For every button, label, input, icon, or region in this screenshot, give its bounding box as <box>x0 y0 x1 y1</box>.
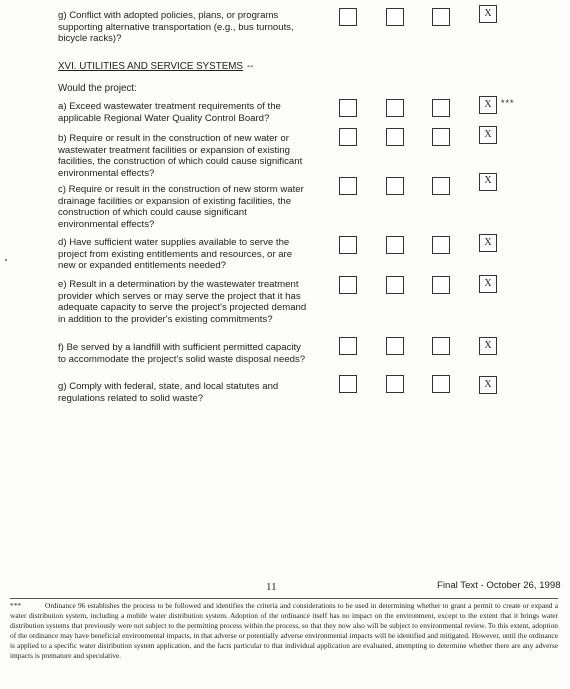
checkbox-q5-col2[interactable] <box>386 276 404 294</box>
footnote <box>10 601 558 661</box>
question-e-wastewater-capacity: e) Result in a determination by the wastewater treatment provider which serves or may serve the project that it has adequate capacity to serve the project's projected demand in addition to the provider's existing commitments? <box>58 279 307 325</box>
checkbox-q0-col1[interactable] <box>339 8 357 26</box>
checkbox-q4-col3[interactable] <box>432 236 450 254</box>
checkbox-q0-col2[interactable] <box>386 8 404 26</box>
scan-speck <box>5 259 7 261</box>
checkbox-q6-col3[interactable] <box>432 337 450 355</box>
checkbox-q1-col1[interactable] <box>339 99 357 117</box>
checkbox-q3-col1[interactable] <box>339 177 357 195</box>
checkbox-q2-col1[interactable] <box>339 128 357 146</box>
checkbox-q7-col3[interactable] <box>432 375 450 393</box>
checkbox-q3-col3[interactable] <box>432 177 450 195</box>
checkbox-q3-col2[interactable] <box>386 177 404 195</box>
section-heading: XVI. UTILITIES AND SERVICE SYSTEMS <box>58 61 243 72</box>
checkbox-q7-col1[interactable] <box>339 375 357 393</box>
question-b-water-facilities: b) Require or result in the construction of new water or wastewater treatment facilities or expansion of existing facilities, the construction of which could cause significant environmental effects? <box>58 133 303 179</box>
question-f-landfill: f) Be served by a landfill with sufficient permitted capacity to accommodate the project's solid waste disposal needs? <box>58 342 306 365</box>
final-text-date: Final Text - October 26, 1998 <box>437 580 561 591</box>
question-d-water-supplies: d) Have sufficient water supplies available to serve the project from existing entitlements and resources, or are new or expanded entitlements needed? <box>58 237 293 271</box>
checkbox-q1-col4[interactable]: X <box>479 96 497 114</box>
question-a-wastewater: a) Exceed wastewater treatment requirements of the applicable Regional Water Quality Control Board? <box>58 101 281 124</box>
section-heading-dash: -- <box>247 61 254 72</box>
checkbox-q2-col4[interactable]: X <box>479 126 497 144</box>
checkbox-q1-col3[interactable] <box>432 99 450 117</box>
checkbox-q7-col2[interactable] <box>386 375 404 393</box>
page-number: 11 <box>266 581 277 593</box>
question-c-storm-drainage: c) Require or result in the construction of new storm water drainage facilities or expansion of existing facilities, the construction of which could cause significant environmental effects? <box>58 184 304 230</box>
question-g-solid-waste: g) Comply with federal, state, and local statutes and regulations related to solid waste? <box>58 381 279 404</box>
checkbox-q6-col2[interactable] <box>386 337 404 355</box>
checkbox-q2-col2[interactable] <box>386 128 404 146</box>
checkbox-q0-col3[interactable] <box>432 8 450 26</box>
checkbox-q6-col4[interactable]: X <box>479 337 497 355</box>
checkbox-q0-col4[interactable]: X <box>479 5 497 23</box>
footnote-text: Ordinance 96 establishes the process to be followed and identifies the criteria and considerations to be used in determining whether to grant a permit to create or expand a water distribution system, including a mobile water distribution system. Adoption of the ordinance itself has no impact on the environment, except to the extent that it brings water distribution systems that previously were not subject to the permitting process within the process, so that they now also will be subject to environmental review. To this extent, adoption of the ordinance may have beneficial environmental impacts, in that adverse or potentially adverse environmental impacts will be identified and mitigated. However, until the ordinance is applied to a specific water distribution system application, and the facts particular to that individual application are evaluated, attempting to determine whether there are any adverse impacts is premature and speculative. <box>10 601 558 660</box>
checkbox-q4-col4[interactable]: X <box>479 234 497 252</box>
checkbox-q6-col1[interactable] <box>339 337 357 355</box>
checkbox-q3-col4[interactable]: X <box>479 173 497 191</box>
checkbox-q1-col2[interactable] <box>386 99 404 117</box>
footnote-divider <box>10 598 558 599</box>
checkbox-q5-col1[interactable] <box>339 276 357 294</box>
checkbox-q4-col1[interactable] <box>339 236 357 254</box>
checkbox-q2-col3[interactable] <box>432 128 450 146</box>
question-g-transportation: g) Conflict with adopted policies, plans, or programs supporting alternative transportation (e.g., bus turnouts, bicycle racks)? <box>58 10 294 44</box>
checkbox-q5-col3[interactable] <box>432 276 450 294</box>
checkbox-q5-col4[interactable]: X <box>479 275 497 293</box>
checkbox-q4-col2[interactable] <box>386 236 404 254</box>
checkbox-q7-col4[interactable]: X <box>479 376 497 394</box>
footnote-marker: *** <box>10 601 22 610</box>
footnote-reference-stars: *** <box>501 98 515 108</box>
section-intro: Would the project: <box>58 83 137 94</box>
